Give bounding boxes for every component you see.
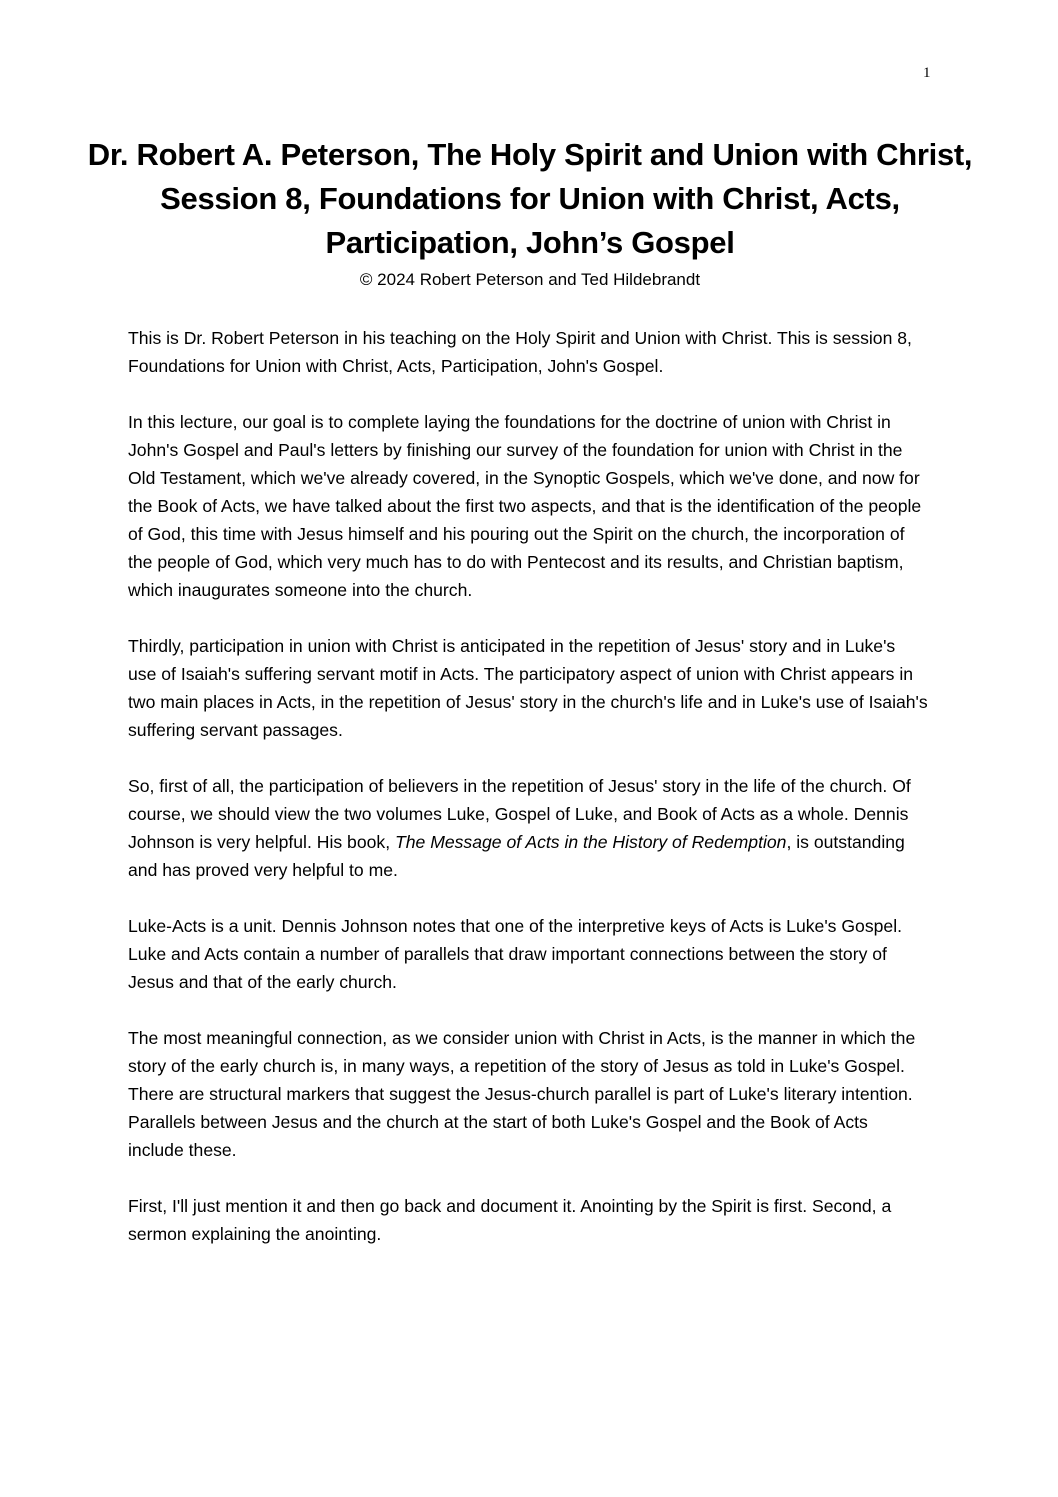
paragraph-anointing: First, I'll just mention it and then go back and document it. Anointing by the Spirit is first. Second, a sermon explaining the anointing. <box>128 1196 892 1244</box>
paragraph-luke-acts-unit: Luke-Acts is a unit. Dennis Johnson notes that one of the interpretive keys of Acts is Luke's Gospel. Luke and Acts contain a number of parallels that draw important connections between the story of Jesus and that of the early church. <box>128 916 902 992</box>
paragraph-meaningful-connection: The most meaningful connection, as we consider union with Christ in Acts, is the manner in which the story of the early church is, in many ways, a repetition of the story of Jesus as told in Luke's Gospel. There are structural markers that suggest the Jesus-church parallel is part of Luke's literary intention. Parallels between Jesus and the church at the start of both Luke's Gospel and the Book of Acts include these. <box>128 1028 916 1160</box>
book-title: The Message of Acts in the History of Redemption <box>394 832 787 852</box>
paragraph-participation: Thirdly, participation in union with Christ is anticipated in the repetition of Jesus' story and in Luke's use of Isaiah's suffering servant motif in Acts. The participatory aspect of union with Christ appears in two main places in Acts, in the repetition of Jesus' story in the church's life and in Luke's use of Isaiah's suffering servant passages. <box>128 636 928 740</box>
paragraph-lecture-goal: In this lecture, our goal is to complete laying the foundations for the doctrine of union with Christ in John's Gospel and Paul's letters by finishing our survey of the foundation for union with Christ in the Old Testament, which we've already covered, in the Synoptic Gospels, which we've done, and now for the Book of Acts, we have talked about the first two aspects, and that is the identification of the people of God, this time with Jesus himself and his pouring out the Spirit on the church, the incorporation of the people of God, which very much has to do with Pentecost and its results, and Christian baptism, which inaugurates someone into the church. <box>128 412 922 600</box>
paragraph-repetition-story <box>128 772 928 884</box>
paragraph-intro: This is Dr. Robert Peterson in his teaching on the Holy Spirit and Union with Christ. This is session 8, Foundations for Union with Christ, Acts, Participation, John's Gospel. <box>128 328 912 376</box>
copyright-line: © 2024 Robert Peterson and Ted Hildebrandt <box>359 270 701 289</box>
document-body <box>128 324 928 1276</box>
page-number: 1 <box>923 65 931 81</box>
document-title: Dr. Robert A. Peterson, The Holy Spirit and Union with Christ, Session 8, Foundations for Union with Christ, Acts, Participation, John’s Gospel <box>87 137 973 260</box>
paragraph-text: So, first of all, the participation of believers in the repetition of Jesus' story in the life of the church. Of course, we should view the two volumes Luke, Gospel of Luke, and Book of Acts as a whole. Dennis Johnson is very helpful. His book, <box>128 776 911 852</box>
paragraph-text: , is outstanding and has proved very helpful to me. <box>128 832 905 880</box>
